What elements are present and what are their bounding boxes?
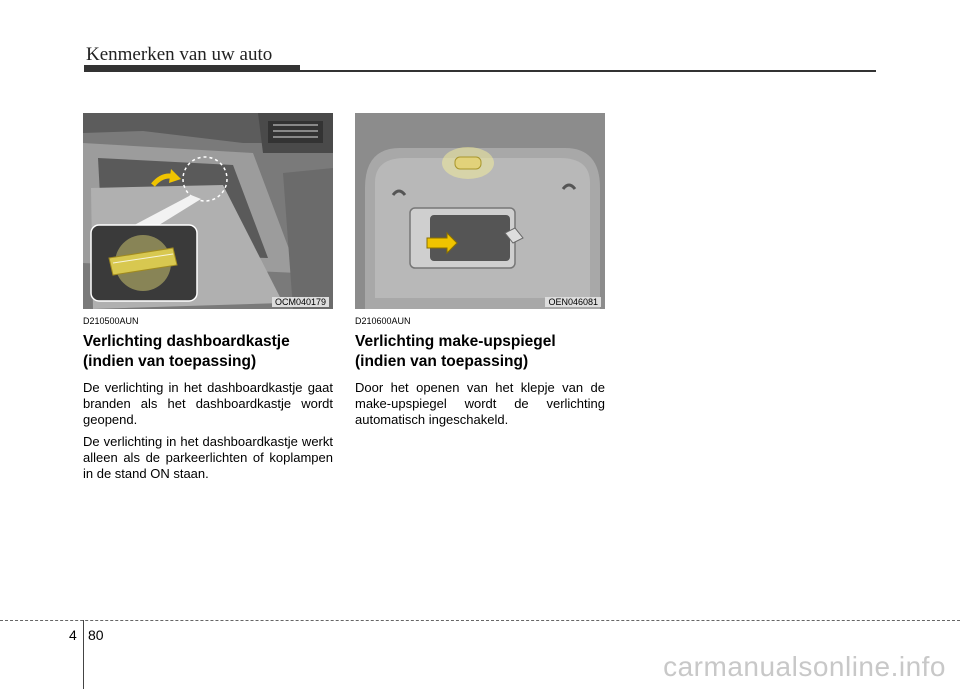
section-title-line1: Verlichting make-upspiegel — [355, 333, 556, 350]
paragraph-1: De verlichting in het dashboardkastje gaat branden als het dashboardkastje wordt geopend. — [83, 380, 333, 427]
section-title-line2: (indien van toepassing) — [355, 353, 529, 370]
header-rule-thin — [300, 70, 876, 72]
section-title-line2: (indien van toepassing) — [83, 353, 257, 370]
figure-code: OCM040179 — [272, 297, 329, 307]
chapter-number: 4 — [69, 627, 77, 643]
header-title: Kenmerken van uw auto — [86, 44, 273, 65]
figure-code: OEN046081 — [545, 297, 601, 307]
section-title-line1: Verlichting dashboardkastje — [83, 333, 290, 350]
header-rule-thick — [84, 65, 300, 72]
paragraph-2: De verlichting in het dashboardkastje werkt alleen als de parkeerlichten of koplampen in de stand ON staan. — [83, 434, 333, 481]
left-column — [83, 316, 333, 488]
section-code: D210600AUN — [355, 316, 411, 326]
footer-divider — [83, 620, 84, 689]
right-column — [355, 316, 605, 434]
footer-rule — [0, 620, 960, 621]
glove-box-figure — [83, 113, 333, 309]
vanity-mirror-illustration — [355, 113, 605, 309]
glove-box-illustration — [83, 113, 333, 309]
vanity-mirror-figure — [355, 113, 605, 309]
page-number: 80 — [88, 627, 104, 643]
section-code: D210500AUN — [83, 316, 139, 326]
paragraph-1: Door het openen van het klepje van de make-upspiegel wordt de verlichting automatisch ingeschakeld. — [355, 380, 605, 427]
section-title — [83, 332, 333, 372]
watermark: carmanualsonline.info — [663, 651, 946, 682]
section-title — [355, 332, 605, 372]
